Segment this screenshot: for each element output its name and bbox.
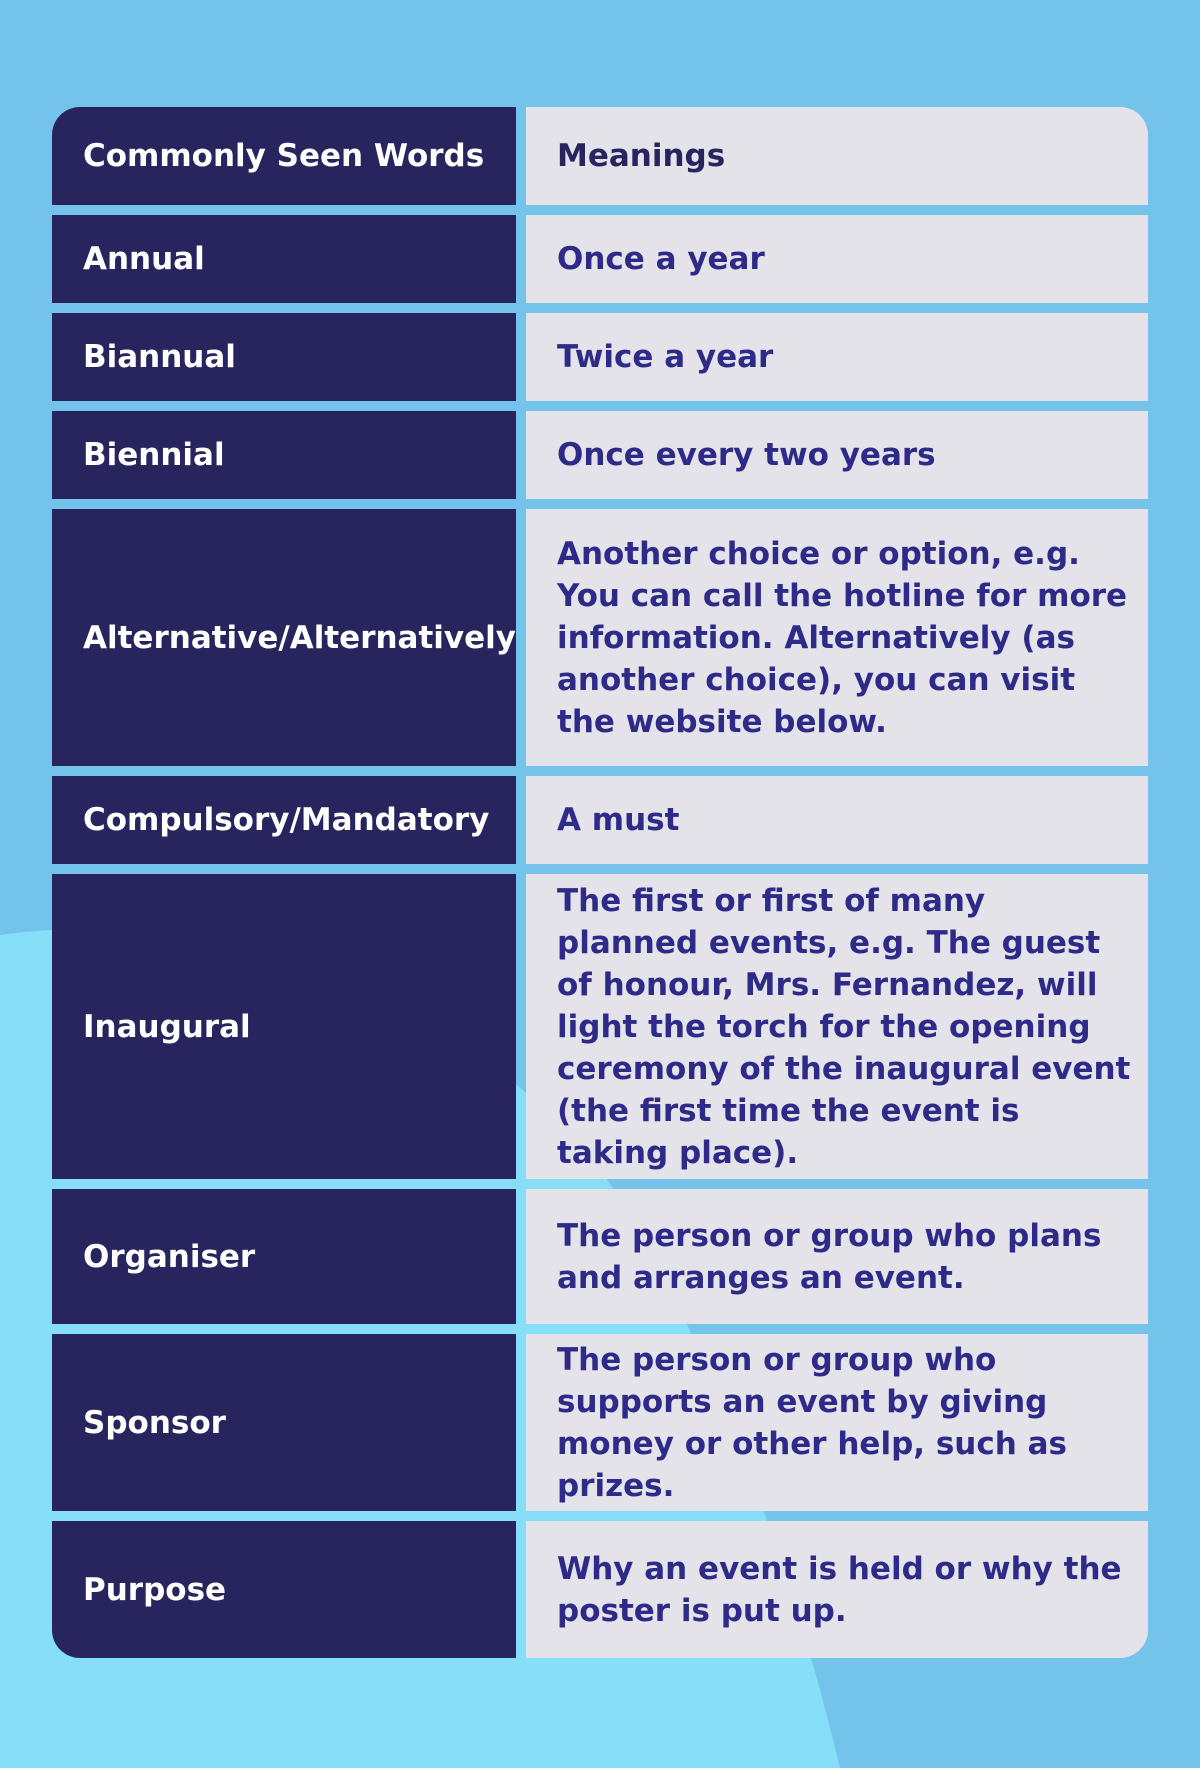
meaning-inaugural: The first or first of many planned events, e.g. The guest of honour, Mrs. Fernandez, will light the torch for the opening ceremony of the inaugural event (the first time the event is taking place).: [526, 874, 1148, 1179]
word-compulsory: Compulsory/Mandatory: [52, 776, 516, 864]
word-sponsor: Sponsor: [52, 1334, 516, 1511]
header-words: Commonly Seen Words: [52, 107, 516, 205]
word-inaugural: Inaugural: [52, 874, 516, 1179]
word-organiser: Organiser: [52, 1189, 516, 1324]
word-annual: Annual: [52, 215, 516, 303]
word-purpose: Purpose: [52, 1521, 516, 1658]
meaning-biannual: Twice a year: [526, 313, 1148, 401]
meaning-sponsor: The person or group who supports an event by giving money or other help, such as prizes.: [526, 1334, 1148, 1511]
meaning-annual: Once a year: [526, 215, 1148, 303]
word-biennial: Biennial: [52, 411, 516, 499]
header-meanings: Meanings: [526, 107, 1148, 205]
meaning-purpose: Why an event is held or why the poster is put up.: [526, 1521, 1148, 1658]
meaning-compulsory: A must: [526, 776, 1148, 864]
meaning-biennial: Once every two years: [526, 411, 1148, 499]
vocabulary-table: [52, 107, 1148, 1661]
word-alternative: Alternative/Alternatively: [52, 509, 516, 766]
meaning-alternative: Another choice or option, e.g. You can call the hotline for more information. Alternatively (as another choice), you can visit the website below.: [526, 509, 1148, 766]
word-biannual: Biannual: [52, 313, 516, 401]
meaning-organiser: The person or group who plans and arranges an event.: [526, 1189, 1148, 1324]
